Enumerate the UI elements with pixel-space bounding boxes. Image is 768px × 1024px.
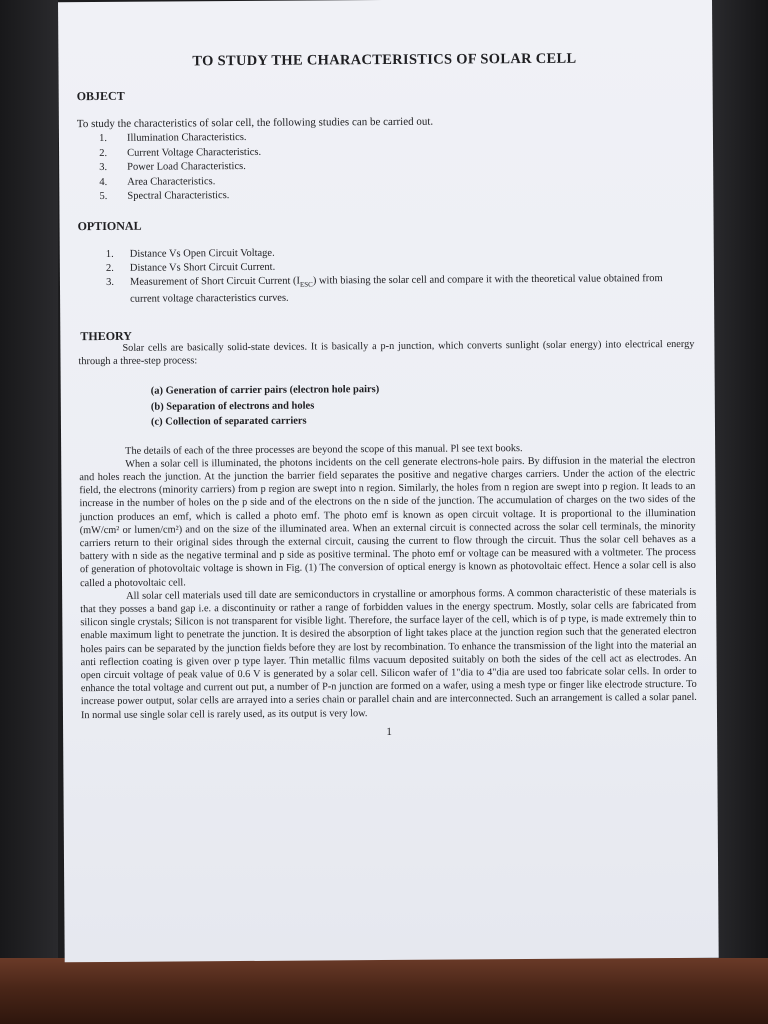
list-item: 5. Spectral Characteristics. — [99, 190, 230, 202]
paragraph-scope: The details of each of the three processes are beyond the scope of this manual. Pl see text books. — [125, 442, 523, 457]
list-item: 1. Illumination Characteristics. — [99, 131, 247, 144]
list-item: 2. Current Voltage Characteristics. — [99, 146, 262, 159]
object-heading: OBJECT — [76, 88, 125, 104]
list-item: (a) Generation of carrier pairs (electron hole pairs) — [150, 384, 380, 397]
object-list — [77, 128, 693, 205]
process-steps — [151, 380, 695, 430]
list-item: 4. Area Characteristics. — [99, 175, 216, 188]
wooden-table — [0, 958, 768, 1024]
theory-heading: THEORY — [80, 328, 132, 343]
page-number: 1 — [386, 725, 392, 738]
document-page — [58, 0, 719, 962]
list-item: 2. Distance Vs Short Circuit Current. — [105, 261, 276, 274]
optional-list — [78, 243, 694, 306]
page-title: TO STUDY THE CHARACTERISTICS OF SOLAR CELL — [192, 50, 577, 70]
optional-heading: OPTIONAL — [77, 218, 142, 233]
paragraph-materials: All solar cell materials used till date are semiconductors in crystalline or amorphous forms. A common characteristic of these materials is that they posses a band gap i.e. a discontinuity or rather a range of forbidden values in the energy spectrum. Mostly, solar cells are fabricated from silicon single crystals; Silicon is not transparent for visible light. Therefore, the surface layer of the cell, which is of p type, is made extremely thin to enable maximum light to penetrate the junction. It is desired the absorption of light takes place at the junction region such that the generated electron holes pairs can be separated by the junction fields before they are lost by recombination. To enhance the transmission of the light into the material an anti reflection coating is given over p type layer. Thin metallic films vacuum deposited suitably on both the sides of the cell act as electrodes. An open circuit voltage of peak value of 0.6 V is generated by a solar cell. Silicon wafer of 1"dia to 4"dia are used too fabricate solar cells. In order to enhance the total voltage and current out put, a number of P-n junction are formed on a wafer, using a mesh type or finger like electrode structure. To increase power output, solar cells are arrayed into a series chain or parallel chain and are interconnected. Such an arrangement is called a solar panel. In normal use single solar cell is rarely used, as its output is very low. — [80, 586, 697, 721]
list-item: (b) Separation of electrons and holes — [150, 400, 315, 413]
theory-intro: Solar cells are basically solid-state devices. It is basically a p-n junction, which converts sunlight (solar energy) into electrical energy through a three-step process: — [78, 338, 695, 367]
list-item: 3. Power Load Characteristics. — [99, 160, 246, 173]
list-item: (c) Collection of separated carriers — [150, 415, 307, 428]
optional-item-3-text: Measurement of Short Circuit Current $(I_{ESC})$ with biasing the solar cell and compare it with the theoretical value obtained from current voltage characteristics curves. — [129, 272, 663, 305]
background-left — [0, 0, 58, 960]
list-item: 1. Distance Vs Open Circuit Voltage. — [105, 247, 275, 260]
list-item: 3. Measurement of Short Circuit Current $(I_{ESC})$ with biasing the solar cell and compare it with the theoretical value obtained from current voltage characteristics curves. — [78, 271, 694, 306]
background-right — [712, 0, 768, 960]
paragraph-illumination: When a solar cell is illuminated, the photons incidents on the cell generate electrons-hole pairs. By diffusion in the material the electron and holes reach the junction. At the junction the barrier field separates the positive and negative charges carriers. Under the action of the electric field, the electrons (minority carriers) from p region are swept into n region. Similarly, the holes from n region are swept into p region. It leads to an increase in the number of holes on the p side and of the electrons on the n side of the junction. The accumulation of charges on the two sides of the junction produces an emf, which is called a photo emf. The photo emf is known as open circuit voltage. It is proportional to the illumination (mW/cm² or lumen/cm²) and on the size of the illuminated area. When an external circuit is connected across the solar cell terminals, the minority carriers return to their original sides through the external circuit, causing the current to flow through the circuit. Thus the solar cell behaves as a battery with n side as the negative terminal and p side as positive terminal. The photo emf or voltage can be measured with a voltmeter. The process of generation of photovoltaic voltage is shown in Fig. (1) The conversion of optical energy is known as photovoltaic effect. Hence a solar cell is also called a photovoltaic cell. — [79, 454, 696, 589]
object-intro: To study the characteristics of solar cell, the following studies can be carried out. — [76, 115, 434, 131]
